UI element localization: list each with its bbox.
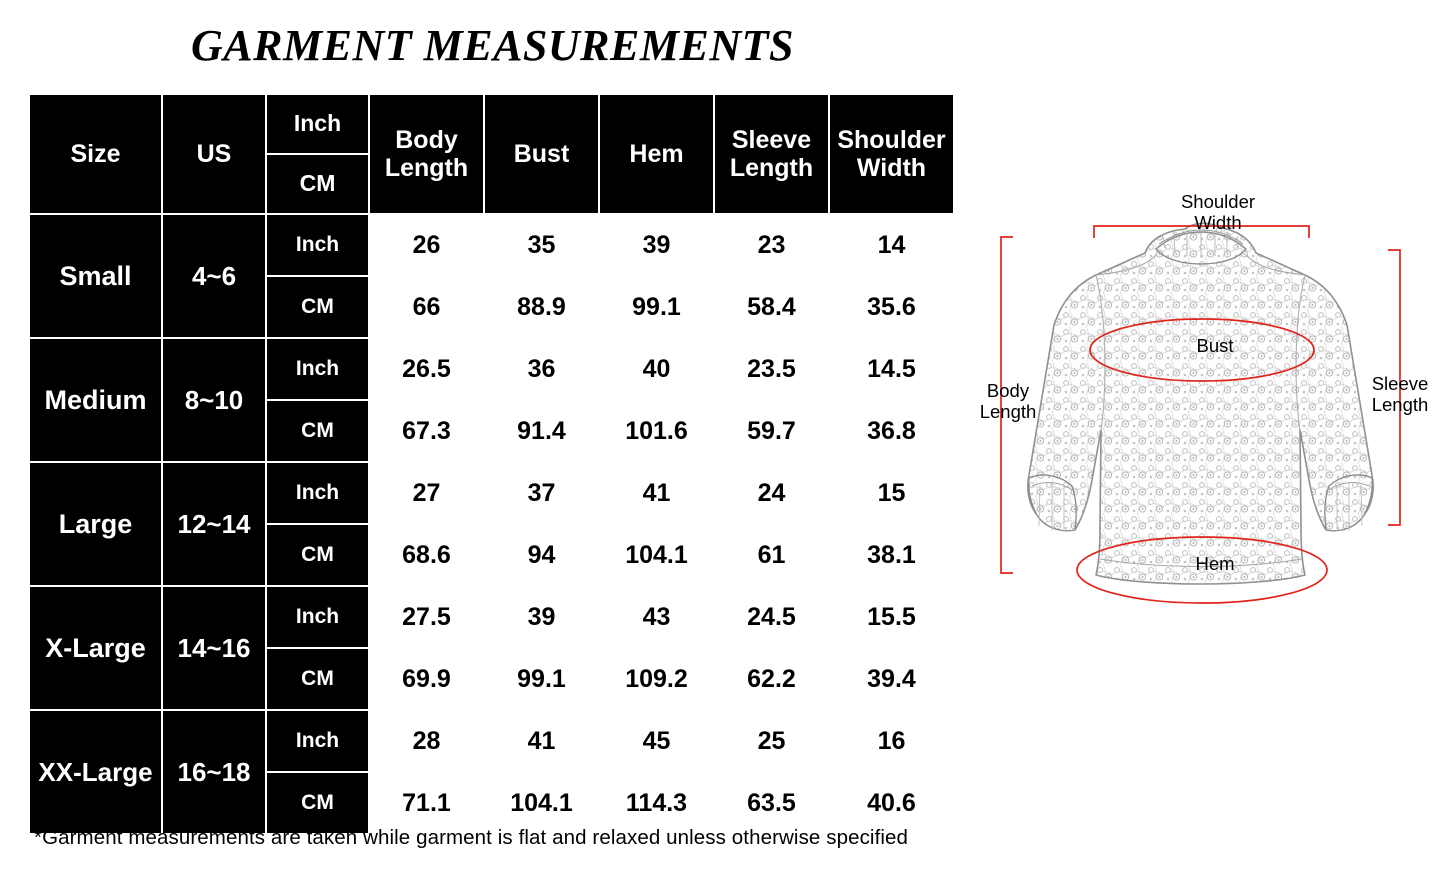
cell-sleeve-length: 58.4: [714, 276, 829, 338]
cell-hem: 40: [599, 338, 714, 400]
label-bust: Bust: [1196, 335, 1234, 356]
header-shoulder-width-line2: Width: [856, 154, 927, 182]
cell-sleeve-length: 24: [714, 462, 829, 524]
label-sleeve-length-line2: Length: [1371, 394, 1429, 416]
cell-hem: 101.6: [599, 400, 714, 462]
cell-shoulder-width: 38.1: [829, 524, 954, 586]
cell-body-length: 27.5: [369, 586, 484, 648]
table-row: [29, 338, 954, 400]
header-size: Size: [29, 94, 162, 214]
row-us-value: 4~6: [162, 214, 266, 338]
cell-sleeve-length: 61: [714, 524, 829, 586]
cell-sleeve-length: 23.5: [714, 338, 829, 400]
row-unit-inch: Inch: [266, 586, 369, 648]
cell-shoulder-width: 36.8: [829, 400, 954, 462]
cell-hem: 45: [599, 710, 714, 772]
table-row: [29, 710, 954, 772]
header-unit-cm: CM: [266, 154, 369, 214]
label-sleeve-length-line1: Sleeve: [1371, 373, 1429, 394]
header-sleeve-length-line2: Length: [729, 154, 814, 182]
header-shoulder-width: [829, 94, 954, 214]
label-hem: Hem: [1195, 553, 1235, 574]
cell-hem: 114.3: [599, 772, 714, 834]
label-body-length: [960, 380, 1056, 423]
garment-measurements-table: [28, 93, 955, 835]
cell-body-length: 28: [369, 710, 484, 772]
cell-hem: 99.1: [599, 276, 714, 338]
cell-shoulder-width: 14.5: [829, 338, 954, 400]
cell-body-length: 66: [369, 276, 484, 338]
row-unit-cm: CM: [266, 772, 369, 834]
row-size-label: Large: [29, 462, 162, 586]
cell-bust: 37: [484, 462, 599, 524]
cell-sleeve-length: 62.2: [714, 648, 829, 710]
row-us-value: 12~14: [162, 462, 266, 586]
cell-bust: 39: [484, 586, 599, 648]
cell-bust: 104.1: [484, 772, 599, 834]
label-shoulder-width-line2: Width: [1194, 212, 1242, 234]
header-body-length-line2: Length: [384, 154, 469, 182]
cell-bust: 35: [484, 214, 599, 276]
table-row: [29, 214, 954, 276]
cell-hem: 104.1: [599, 524, 714, 586]
row-size-label: XX-Large: [29, 710, 162, 834]
row-unit-cm: CM: [266, 400, 369, 462]
header-bust: Bust: [484, 94, 599, 214]
cell-body-length: 27: [369, 462, 484, 524]
cell-bust: 36: [484, 338, 599, 400]
cell-bust: 41: [484, 710, 599, 772]
header-sleeve-length: [714, 94, 829, 214]
header-sleeve-length-line1: Sleeve: [731, 126, 812, 154]
cell-body-length: 71.1: [369, 772, 484, 834]
cell-sleeve-length: 24.5: [714, 586, 829, 648]
garment-diagram: [960, 175, 1440, 605]
label-body-length-line2: Length: [979, 401, 1037, 423]
cell-body-length: 67.3: [369, 400, 484, 462]
cell-body-length: 26: [369, 214, 484, 276]
label-body-length-line1: Body: [986, 380, 1030, 401]
cell-shoulder-width: 15: [829, 462, 954, 524]
cell-hem: 43: [599, 586, 714, 648]
cell-shoulder-width: 16: [829, 710, 954, 772]
cell-body-length: 68.6: [369, 524, 484, 586]
table-header-row: [29, 94, 954, 154]
row-unit-inch: Inch: [266, 710, 369, 772]
row-unit-inch: Inch: [266, 338, 369, 400]
row-size-label: Small: [29, 214, 162, 338]
cell-shoulder-width: 14: [829, 214, 954, 276]
row-unit-cm: CM: [266, 524, 369, 586]
blouse-shape: [1028, 223, 1373, 584]
row-unit-cm: CM: [266, 648, 369, 710]
row-size-label: Medium: [29, 338, 162, 462]
row-us-value: 16~18: [162, 710, 266, 834]
table-row: [29, 462, 954, 524]
cell-sleeve-length: 59.7: [714, 400, 829, 462]
row-us-value: 8~10: [162, 338, 266, 462]
header-body-length: [369, 94, 484, 214]
cell-sleeve-length: 25: [714, 710, 829, 772]
cell-bust: 91.4: [484, 400, 599, 462]
footnote-text: *Garment measurements are taken while garment is flat and relaxed unless otherwise specified: [34, 826, 909, 849]
cell-body-length: 69.9: [369, 648, 484, 710]
cell-sleeve-length: 63.5: [714, 772, 829, 834]
table-row: [29, 586, 954, 648]
cell-hem: 109.2: [599, 648, 714, 710]
row-size-label: X-Large: [29, 586, 162, 710]
cell-bust: 94: [484, 524, 599, 586]
row-unit-inch: Inch: [266, 214, 369, 276]
cell-hem: 41: [599, 462, 714, 524]
cell-hem: 39: [599, 214, 714, 276]
cell-bust: 88.9: [484, 276, 599, 338]
header-body-length-line1: Body: [395, 126, 458, 154]
cell-bust: 99.1: [484, 648, 599, 710]
cell-shoulder-width: 35.6: [829, 276, 954, 338]
cell-sleeve-length: 23: [714, 214, 829, 276]
row-us-value: 14~16: [162, 586, 266, 710]
cell-shoulder-width: 15.5: [829, 586, 954, 648]
label-sleeve-length: [1355, 373, 1445, 416]
row-unit-inch: Inch: [266, 462, 369, 524]
header-hem: Hem: [599, 94, 714, 214]
cell-shoulder-width: 40.6: [829, 772, 954, 834]
header-shoulder-width-line1: Shoulder: [837, 126, 946, 154]
label-shoulder-width-line1: Shoulder: [1180, 191, 1256, 212]
header-unit-inch: Inch: [266, 94, 369, 154]
cell-shoulder-width: 39.4: [829, 648, 954, 710]
label-shoulder-width: [1158, 191, 1278, 234]
cell-body-length: 26.5: [369, 338, 484, 400]
row-unit-cm: CM: [266, 276, 369, 338]
header-us: US: [162, 94, 266, 214]
page-title: GARMENT MEASUREMENTS: [191, 21, 794, 70]
